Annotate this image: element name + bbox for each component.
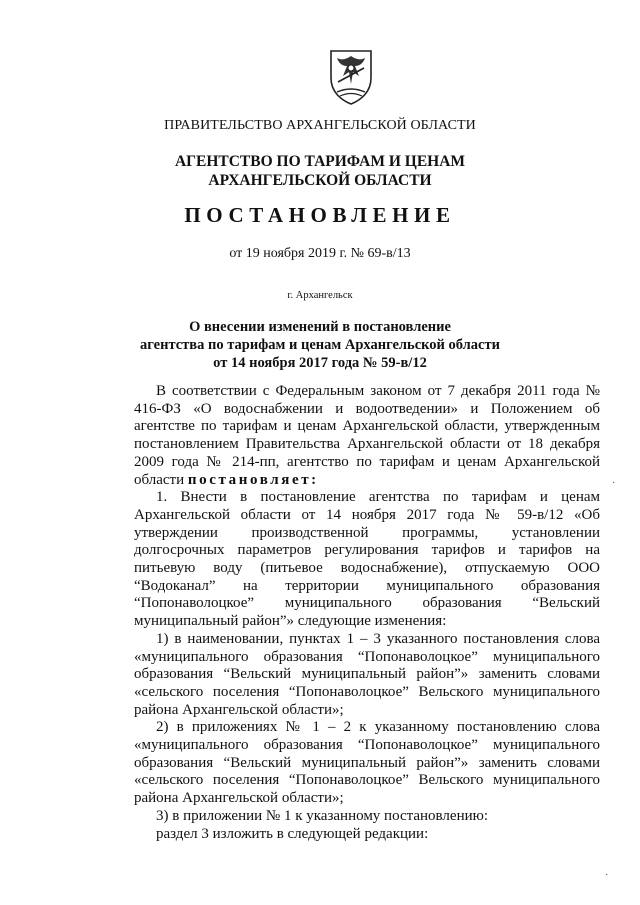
paragraph-preamble: [134, 383, 600, 489]
agency-name-line-2: АРХАНГЕЛЬСКОЙ ОБЛАСТИ: [208, 172, 432, 189]
preamble-text: В соответствии с Федеральным законом от 7 декабря 2011 года № 416-ФЗ «О водоснабжении и водоотведении» и Положением об агентстве по тарифам и ценам Архангельской области, утвержденным постановлением Правительства Архангельской области от 18 декабря 2009 года № 214-пп, агентство по тарифам и ценам Архангельской области: [134, 383, 600, 488]
document-type-title: ПОСТАНОВЛЕНИЕ: [184, 203, 456, 227]
subject-line-1: О внесении изменений в постановление: [189, 319, 451, 335]
subject-line-2: агентства по тарифам и ценам Архангельской области: [140, 337, 500, 353]
document-date-number: от 19 ноября 2019 г. № 69-в/13: [229, 246, 411, 261]
agency-name: [0, 152, 640, 190]
paragraph-subitem-2: 2) в приложениях № 1 – 2 к указанному постановлению слова «муниципального образования “Попонаволоцкое” муниципального образования “Вельский муниципальный район”» заменить словами «сельского поселения “Попонаволоцкое” Вельского муниципального района Архангельской области»;: [134, 719, 600, 807]
document-subject: [0, 318, 640, 372]
coat-of-arms-icon: [327, 48, 375, 106]
scan-speck: ·: [612, 478, 616, 489]
paragraph-subitem-3: 3) в приложении № 1 к указанному постановлению:: [156, 807, 488, 824]
subject-line-3: от 14 ноября 2017 года № 59-в/12: [213, 355, 427, 371]
paragraph-item-1: 1. Внести в постановление агентства по тарифам и ценам Архангельской области от 14 ноября 2017 года № 59-в/12 «Об утверждении производственной программы, установлении долгосрочных параметров регулирования тарифов и тарифов на питьевую воду (питьевое водоснабжение), отпускаемую ООО “Водоканал” на территории муниципального образования “Попонаволоцкое” муниципального образования “Вельский муниципальный район”» следующие изменения:: [134, 489, 600, 630]
scan-speck: ·: [605, 870, 609, 881]
agency-name-line-1: АГЕНТСТВО ПО ТАРИФАМ И ЦЕНАМ: [174, 153, 466, 170]
paragraph-subitem-1: 1) в наименовании, пунктах 1 – 3 указанного постановления слова «муниципального образования “Попонаволоцкое” муниципального образования “Вельский муниципальный район”» заменить словами «сельского поселения “Попонаволоцкое” Вельского муниципального района Архангельской области»;: [134, 630, 600, 718]
document-body: [134, 383, 600, 843]
document-city: г. Архангельск: [287, 290, 353, 301]
decree-word: постановляет:: [187, 471, 319, 488]
government-name: ПРАВИТЕЛЬСТВО АРХАНГЕЛЬСКОЙ ОБЛАСТИ: [164, 118, 476, 133]
paragraph-section-3: раздел 3 изложить в следующей редакции:: [156, 825, 429, 842]
